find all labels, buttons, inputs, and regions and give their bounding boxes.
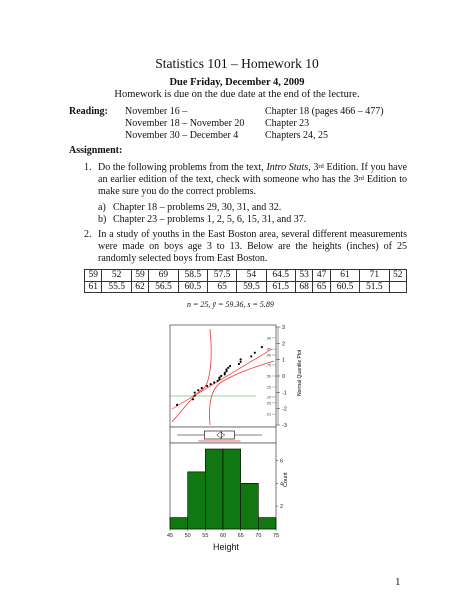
quantile-point — [240, 361, 242, 363]
quantile-point — [227, 367, 229, 369]
count-tick-label: 6 — [280, 458, 284, 465]
table-cell: 62 — [131, 281, 148, 293]
reading-chapters — [265, 106, 384, 142]
nq-tick-label: 3 — [282, 325, 286, 331]
table-cell: 52 — [102, 270, 131, 282]
histogram-bar — [170, 518, 188, 529]
quantile-point — [206, 385, 208, 387]
quantile-point — [176, 404, 178, 406]
reading-chapter-1: Chapter 18 (pages 466 – 477) — [265, 106, 384, 117]
item-1-text — [98, 162, 407, 199]
table-cell: 56.5 — [149, 281, 178, 293]
reading-date-3: November 30 – December 4 — [125, 130, 239, 141]
count-axis-label: Count — [283, 472, 289, 487]
reading-dates — [125, 106, 244, 142]
jmp-distribution-figure — [148, 321, 303, 546]
prob-tick-label: .90 — [266, 353, 271, 358]
nq-tick-label: 1 — [282, 357, 286, 364]
x-tick-label: 75 — [272, 533, 280, 539]
table-cell: 53 — [295, 270, 312, 282]
item-1-sup-2: rd — [358, 175, 364, 183]
reading-date-1: November 16 – — [125, 106, 188, 117]
subitem-b-label: b) — [98, 214, 107, 225]
item-1-text-a: Do the following problems from the text, — [98, 162, 267, 173]
table-row — [85, 281, 407, 293]
prob-tick-label: .95 — [266, 347, 271, 352]
count-tick-label: 4 — [280, 481, 284, 488]
table-cell: 59 — [85, 270, 102, 282]
nq-tick-label: -1 — [282, 390, 287, 397]
prob-tick-label: .25 — [266, 385, 271, 390]
quantile-point — [261, 346, 263, 348]
table-cell: 59 — [131, 270, 148, 282]
quantile-point — [218, 376, 220, 378]
prob-tick-label: .05 — [266, 401, 271, 406]
quantile-point — [194, 394, 196, 396]
table-cell: 60.5 — [178, 281, 207, 293]
item-1-number: 1. — [84, 162, 92, 173]
item-1-sup-1: rd — [318, 163, 324, 170]
histogram-x-label: Height — [213, 542, 240, 552]
x-tick-label: 70 — [255, 533, 262, 539]
book-title: Intro Stats — [266, 162, 309, 173]
nq-axis — [276, 325, 287, 429]
item-1-text-c: Edition. If you have an earlier edition of the text, check with someone who has the 3 — [98, 162, 408, 186]
boxplot-box — [204, 431, 234, 439]
table-cell: 58.5 — [178, 270, 207, 282]
count-tick-label: 2 — [280, 504, 284, 511]
histogram-bar — [258, 518, 276, 529]
item-1-text-d: Edition to make sure you do the correct problems. — [98, 174, 407, 198]
table-cell: 54 — [237, 270, 266, 282]
subitem-a-label: a) — [98, 202, 106, 213]
table-cell: 61 — [330, 270, 359, 282]
prob-tick-label: .75 — [266, 363, 271, 368]
quantile-point — [254, 352, 256, 354]
table-row — [85, 270, 407, 282]
nq-tick-label: -2 — [282, 406, 287, 413]
table-cell: 57.5 — [207, 270, 236, 282]
assignment-label: Assignment: — [69, 145, 123, 156]
quantile-point — [240, 358, 242, 360]
quantile-point — [225, 368, 227, 370]
quantile-point — [220, 375, 222, 377]
subitem-a-text: Chapter 18 – problems 29, 30, 31, and 32. — [113, 202, 282, 213]
table-cell: 60.5 — [330, 281, 359, 293]
item-2-text: In a study of youths in the East Boston area, several different measurements were made on boys age 3 to 13. Below are the heights (inches) of 25 randomly selected boys from East Boston. — [98, 229, 407, 265]
quantile-plot-frame — [170, 325, 276, 427]
nq-axis-label: Normal Quantile Plot — [297, 349, 303, 396]
histogram-bar — [241, 483, 259, 529]
table-cell — [389, 281, 407, 293]
table-cell: 51.5 — [360, 281, 389, 293]
x-tick-label: 65 — [237, 533, 244, 539]
reading-chapter-2: Chapter 23 — [265, 118, 310, 129]
table-cell: 61 — [85, 281, 102, 293]
histogram-bar — [188, 472, 206, 529]
x-tick-label: 60 — [219, 533, 227, 539]
prob-tick-label: .01 — [266, 412, 271, 417]
table-cell: 69 — [149, 270, 178, 282]
x-tick-label: 50 — [184, 533, 191, 539]
quantile-point — [201, 387, 203, 389]
table-cell: 61.5 — [266, 281, 295, 293]
quantile-point — [217, 380, 219, 382]
count-axis — [276, 458, 283, 510]
table-cell: 65 — [313, 281, 330, 293]
item-1-text-b: , 3 — [308, 162, 319, 173]
quantile-point — [197, 389, 199, 391]
table-cell: 59.5 — [237, 281, 266, 293]
table-cell: 68 — [295, 281, 312, 293]
x-tick-label: 55 — [202, 533, 209, 539]
quantile-point — [224, 372, 226, 374]
quantile-point — [250, 355, 252, 357]
quantile-point — [210, 383, 212, 385]
x-axis-ticks — [167, 529, 279, 539]
x-tick-label: 45 — [166, 533, 174, 539]
quantile-point — [213, 381, 215, 383]
due-date: Due Friday, December 4, 2009 — [169, 77, 305, 88]
prob-tick-label: .99 — [266, 336, 271, 341]
nq-tick-label: 2 — [282, 341, 286, 348]
table-cell: 55.5 — [102, 281, 131, 293]
table-cell: 64.5 — [266, 270, 295, 282]
quantile-point — [192, 398, 194, 400]
quantile-point — [194, 392, 196, 394]
reading-chapter-3: Chapters 24, 25 — [265, 130, 329, 141]
heights-table — [84, 269, 407, 293]
reading-label: Reading: — [69, 106, 108, 117]
nq-tick-label: 0 — [282, 374, 286, 380]
subitem-b-text: Chapter 23 – problems 1, 2, 5, 6, 15, 31, and 37. — [113, 214, 307, 225]
nq-tick-label: -3 — [282, 423, 287, 429]
histogram-bar — [223, 449, 241, 529]
table-cell: 47 — [313, 270, 330, 282]
item-2-number: 2. — [84, 229, 92, 240]
table-cell: 52 — [389, 270, 407, 282]
page-title: Statistics 101 – Homework 10 — [155, 56, 319, 71]
prob-tick-label: .10 — [266, 395, 271, 400]
quantile-point — [229, 365, 231, 367]
table-cell: 71 — [360, 270, 389, 282]
summary-stats: n = 25, ȳ = 59.36, s = 5.89 — [187, 300, 274, 309]
prob-tick-label: .50 — [266, 374, 271, 379]
table-cell: 65 — [207, 281, 236, 293]
histogram-bar — [205, 449, 223, 529]
page-number: 1 — [395, 576, 401, 588]
reading-date-2: November 18 – November 20 — [125, 118, 245, 129]
quantile-point — [238, 363, 240, 365]
due-note: Homework is due on the due date at the end of the lecture. — [114, 89, 360, 100]
